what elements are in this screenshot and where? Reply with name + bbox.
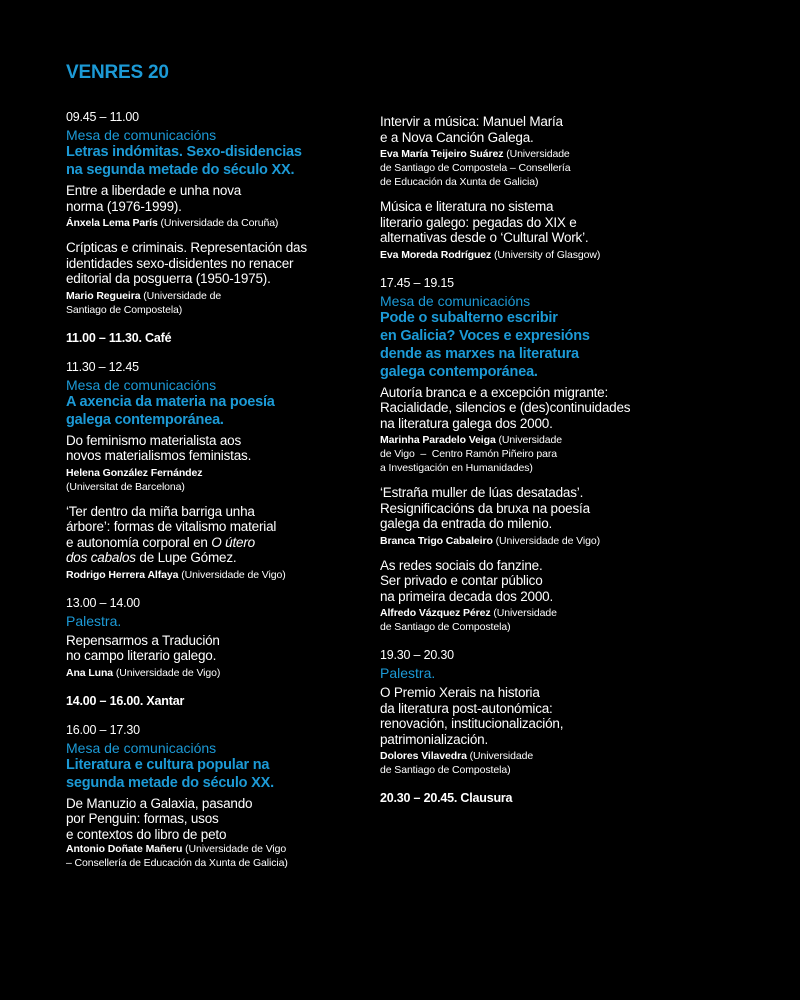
session-type: Palestra. [66,612,122,629]
talk-title: Entre a liberdade e unha nova norma (1976-1999). [66,183,242,214]
session-1300 [66,596,366,680]
closing-label: 20.30 – 20.45. Clausura [380,791,513,805]
session-type: Mesa de comunicacións [66,127,217,143]
session-time: 16.00 – 17.30 [66,722,140,737]
session-time: 19.30 – 20.30 [380,648,454,662]
talk-title: Autoría branca e a excepción migrante: Racialidade, silencios e (des)continuidades na literatura galega dos 2000. [380,384,631,431]
session-1930 [380,648,670,777]
session-1600 [66,723,366,871]
talk-title: O Premio Xerais na historia da literatura post-autonómica: renovación, institucionalización, patrimonialización. [380,685,564,747]
speaker: Branca Trigo Cabaleiro (Universidade de Vigo) [380,534,600,547]
day-title: VENRES 20 [66,62,169,83]
speaker: Dolores Vilavedra (Universidade de Santiago de Compostela) [380,750,534,776]
break-label: 11.00 – 11.30. Café [66,330,172,345]
speaker: Eva Moreda Rodríguez (University of Glasgow) [380,248,601,261]
talk [66,240,366,317]
talk-title: Repensarmos a Tradución no campo literario galego. [66,632,220,663]
break-lunch [66,694,366,709]
speaker: Antonio Doñate Mañeru (Universidade de Vigo – Consellería de Educación da Xunta de Galicia) [66,843,288,869]
talk [380,385,670,476]
talk-title: ‘Estraña muller de lúas desatadas’. Resignificacións da bruxa na poesía galega da entrada do milenio. [380,485,590,531]
session-time: 09.45 – 11.00 [66,110,139,124]
talk [66,796,366,871]
session-0945 [66,110,366,317]
talk [66,433,366,494]
session-1130 [66,360,366,582]
talk [380,685,670,777]
schedule-column-right [380,114,670,820]
break-coffee [66,331,366,346]
session-type: Mesa de comunicacións [66,739,217,756]
speaker: Ánxela Lema París (Universidade da Coruña) [66,217,279,229]
session-type: Palestra. [380,665,436,681]
talk-title: Intervir a música: Manuel María e a Nova Canción Galega. [380,114,563,145]
schedule-column-left [66,110,366,884]
talk [66,504,366,582]
talk-title: De Manuzio a Galaxia, pasando por Penguin: formas, usos e contextos do libro de peto [66,795,253,842]
session-1600-continued [380,114,670,262]
talk-title: ‘Ter dentro da miña barriga unha árbore’: formas de vitalismo material e autonomía corporal en O útero dos cabalos de Lupe Gómez. [66,503,277,565]
closing [380,791,670,806]
talk [380,558,670,635]
session-type: Mesa de comunicacións [66,376,217,393]
panel-title: Pode o subalterno escribir en Galicia? Voces e expresións dende as marxes na literatura galega contemporánea. [380,309,590,380]
talk-title: As redes sociais do fanzine. Ser privado e contar público na primeira decada dos 2000. [380,557,554,604]
session-time: 17.45 – 19.15 [380,275,454,290]
talk [380,485,670,548]
panel-title: Letras indómitas. Sexo-disidencias na segunda metade do século XX. [66,144,302,178]
talk-title: Crípticas e criminais. Representación das identidades sexo-disidentes no renacer editorial da posguerra (1950-1975). [66,240,307,286]
talk [66,183,366,230]
panel-title: A axencia da materia na poesía galega contemporánea. [66,393,275,428]
speaker: Marinha Paradelo Veiga (Universidade de Vigo – Centro Ramón Piñeiro para a Investigación en Humanidades) [380,434,562,474]
talk [66,633,366,680]
speaker: Rodrigo Herrera Alfaya (Universidade de Vigo) [66,568,286,581]
session-1745 [380,276,670,635]
session-time: 13.00 – 14.00 [66,595,140,610]
speaker: Helena González Fernández (Universitat de Barcelona) [66,466,203,493]
session-time: 11.30 – 12.45 [66,359,139,374]
talk [380,114,670,189]
talk-title: Música e literatura no sistema literario galego: pegadas do XIX e alternativas desde o ‘Cultural Work’. [380,199,589,245]
talk [380,199,670,262]
talk-title: Do feminismo materialista aos novos materialismos feministas. [66,432,252,463]
speaker: Mario Regueira (Universidade de Santiago de Compostela) [66,289,222,316]
speaker: Ana Luna (Universidade de Vigo) [66,666,221,679]
break-label: 14.00 – 16.00. Xantar [66,693,185,708]
panel-title: Literatura e cultura popular na segunda metade do século XX. [66,756,274,791]
speaker: Alfredo Vázquez Pérez (Universidade de Santiago de Compostela) [380,607,557,633]
speaker: Eva María Teijeiro Suárez (Universidade de Santiago de Compostela – Consellería de Educación da Xunta de Galicia) [380,148,571,188]
session-type: Mesa de comunicacións [380,292,531,309]
